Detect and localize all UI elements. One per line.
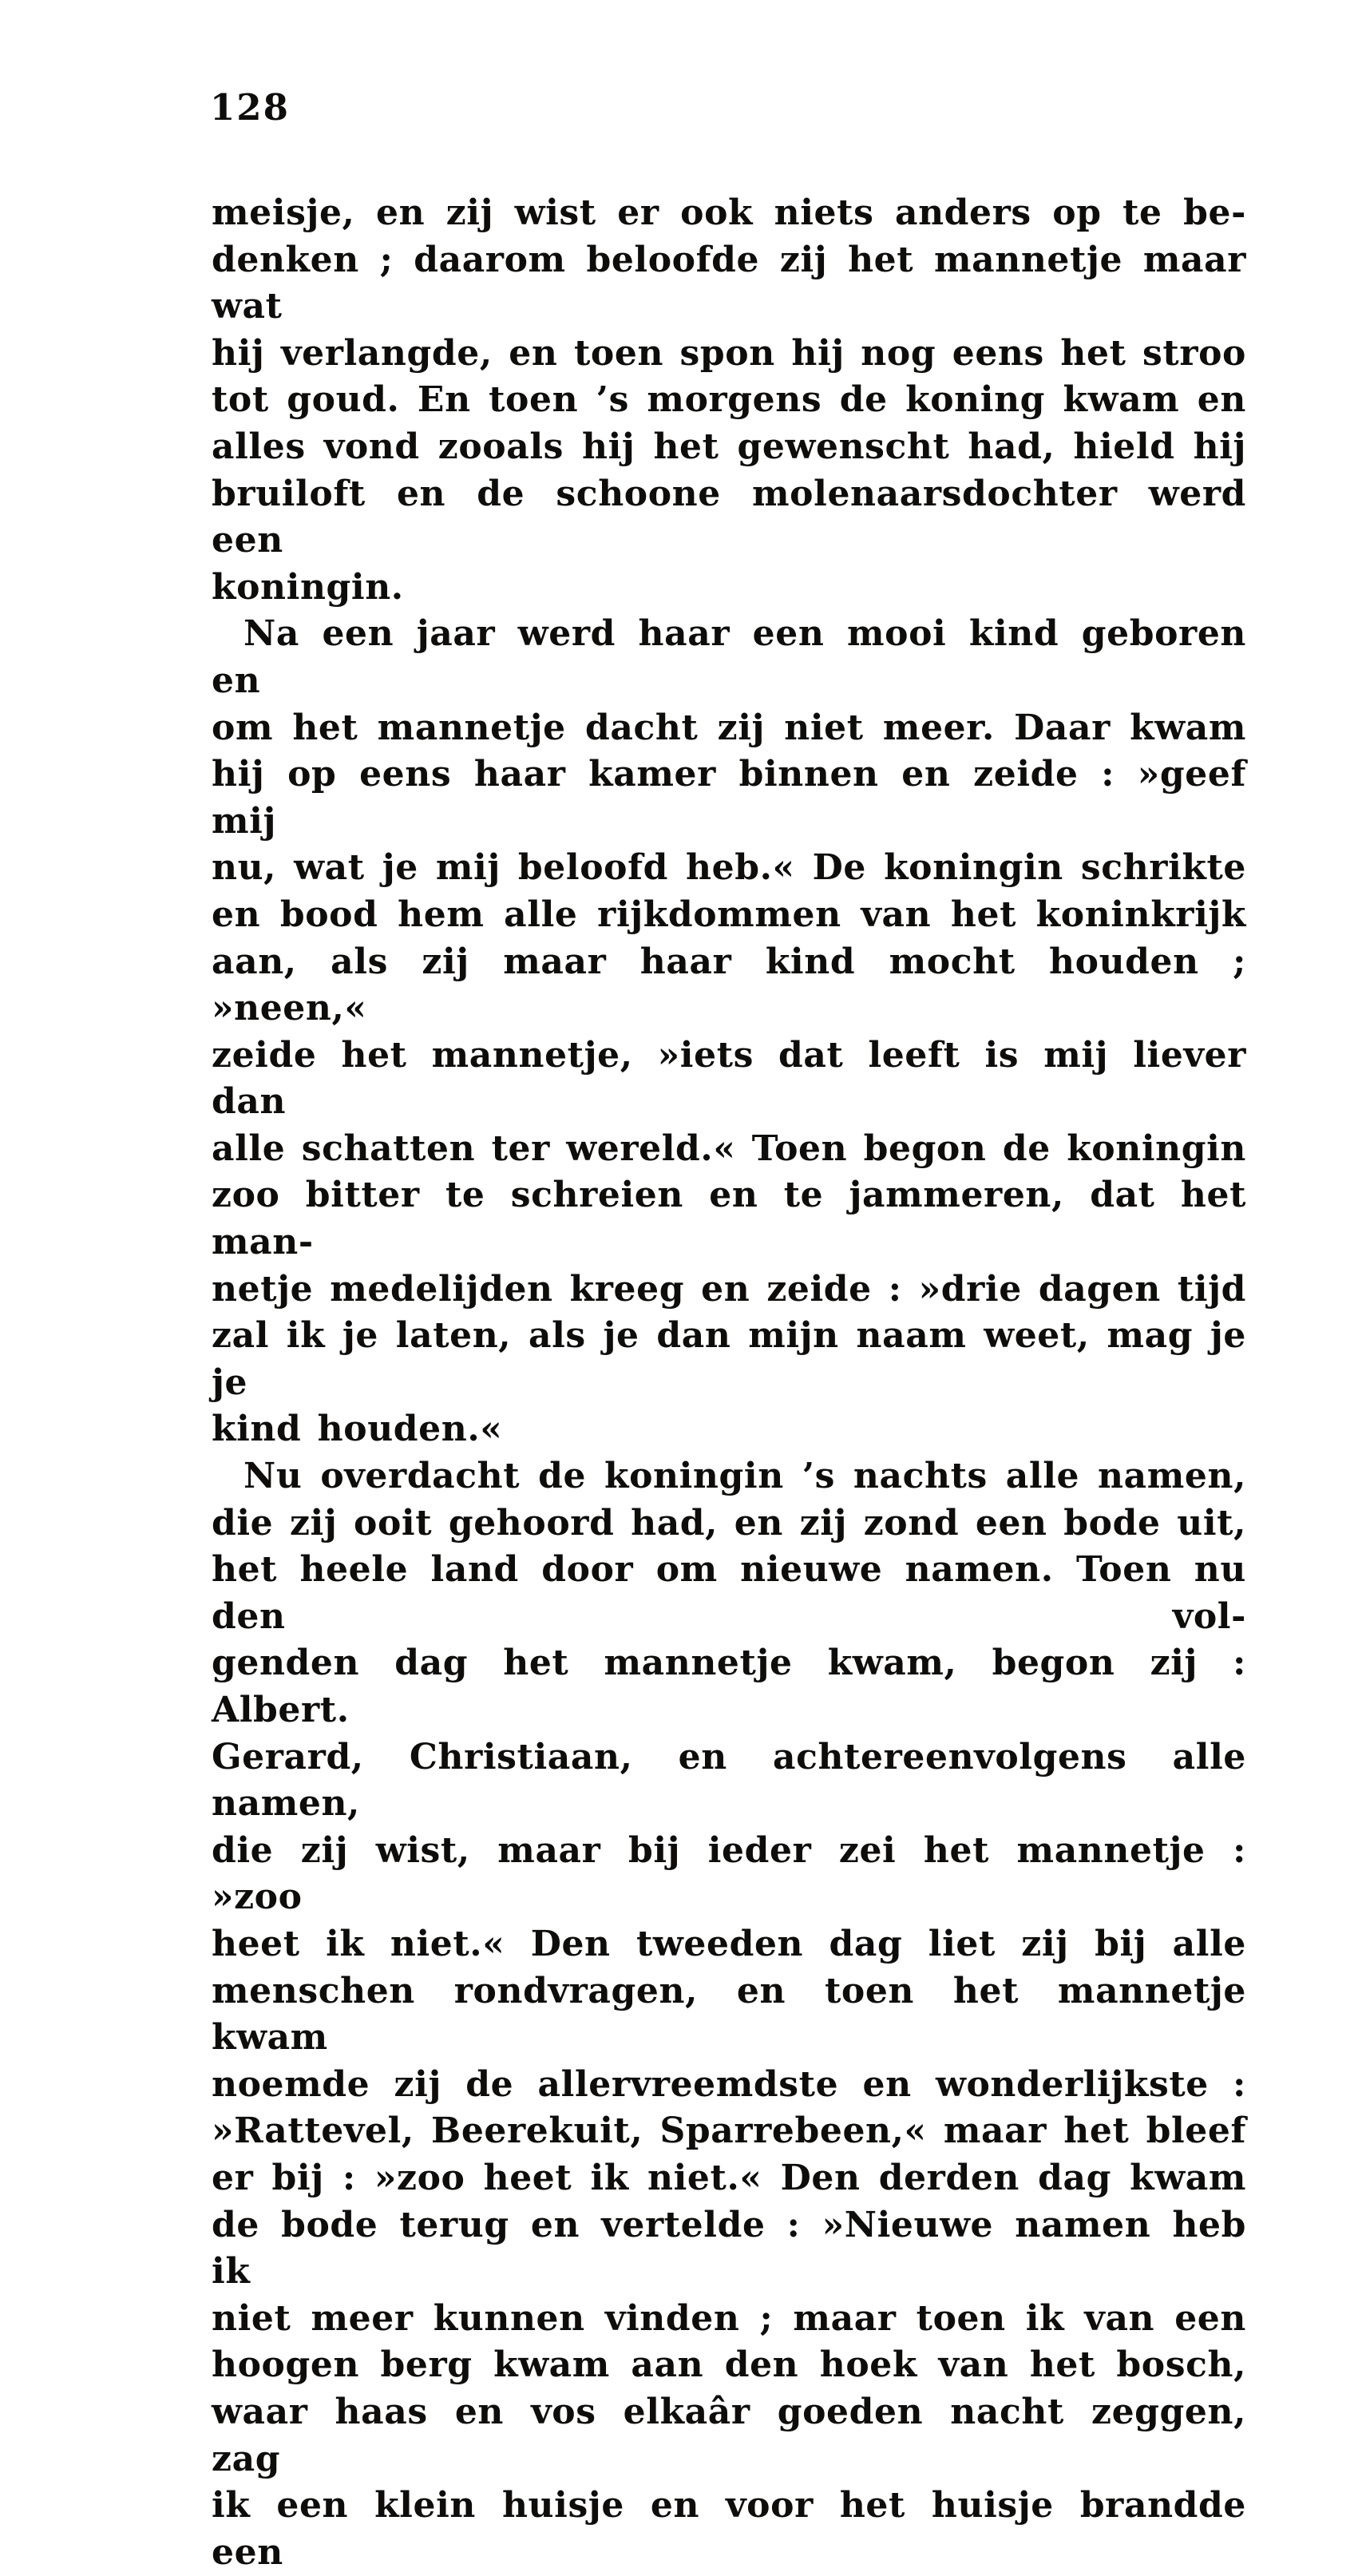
text-line: bruiloft en de schoone molenaarsdochter werd een [212, 473, 1246, 561]
text-line: hij op eens haar kamer binnen en zeide : »geef mij [212, 754, 1246, 842]
text-line: niet meer kunnen vinden ; maar toen ik van een [212, 2297, 1246, 2339]
text-line: zeide het mannetje, »iets dat leeft is mij liever dan [212, 1034, 1246, 1123]
text-line: alles vond zooals hij het gewenscht had, hield hij [212, 426, 1246, 467]
text-line: netje medelijden kreeg en zeide : »drie dagen tijd [212, 1268, 1246, 1310]
text-line: Nu overdacht de koningin ’s nachts alle namen, [243, 1456, 1246, 1497]
text-line: die zij wist, maar bij ieder zei het mannetje : »zoo [212, 1829, 1246, 1918]
text-line: hoogen berg kwam aan den hoek van het bosch, [212, 2344, 1246, 2386]
text-line: de bode terug en vertelde : »Nieuwe namen heb ik [212, 2204, 1246, 2293]
text-line: kind houden.« [212, 1409, 503, 1450]
text-line: Gerard, Christiaan, en achtereenvolgens alle namen, [212, 1736, 1246, 1825]
text-line: ik een klein huisje en voor het huisje brandde een [212, 2485, 1246, 2573]
text-line: meisje, en zij wist er ook niets anders op te be- [212, 192, 1246, 233]
text-line: denken ; daarom beloofde zij het mannetje maar wat [212, 239, 1246, 327]
text-line: koningin. [212, 566, 404, 608]
text-line: hij verlangde, en toen spon hij nog eens het stroo [212, 332, 1246, 374]
text-line: het heele land door om nieuwe namen. Toen nu den vol- [212, 1549, 1246, 1637]
page-number: 128 [210, 86, 290, 129]
text-line: aan, als zij maar haar kind mocht houden ; »neen,« [212, 941, 1246, 1029]
text-line: heet ik niet.« Den tweeden dag liet zij bij alle [212, 1923, 1246, 1964]
text-line: die zij ooit gehoord had, en zij zond een bode uit, [212, 1502, 1246, 1544]
text-line: Na een jaar werd haar een mooi kind geboren en [212, 613, 1246, 701]
text-line: zal ik je laten, als je dan mijn naam weet, mag je je [212, 1315, 1246, 1403]
text-line: er bij : »zoo heet ik niet.« Den derden dag kwam [212, 2157, 1246, 2198]
text-line: menschen rondvragen, en toen het mannetje kwam [212, 1970, 1246, 2059]
text-line: noemde zij de allervreemdste en wonderlijkste : [212, 2063, 1246, 2105]
text-line: waar haas en vos elkaâr goeden nacht zeggen, zag [212, 2391, 1246, 2479]
text-line: alle schatten ter wereld.« Toen begon de koningin [212, 1127, 1246, 1169]
text-line: om het mannetje dacht zij niet meer. Daar kwam [212, 707, 1246, 748]
text-block [212, 190, 1246, 2576]
text-line: zoo bitter te schreien en te jammeren, dat het man- [212, 1175, 1246, 1263]
text-line: genden dag het mannetje kwam, begon zij : Albert. [212, 1643, 1246, 1730]
text-line: tot goud. En toen ’s morgens de koning kwam en [212, 379, 1246, 421]
text-line: en bood hem alle rijkdommen van het koninkrijk [212, 894, 1246, 935]
text-line: »Rattevel, Beerekuit, Sparrebeen,« maar het bleef [212, 2110, 1246, 2152]
text-line: nu, wat je mij beloofd heb.« De koningin schrikte [212, 847, 1246, 889]
